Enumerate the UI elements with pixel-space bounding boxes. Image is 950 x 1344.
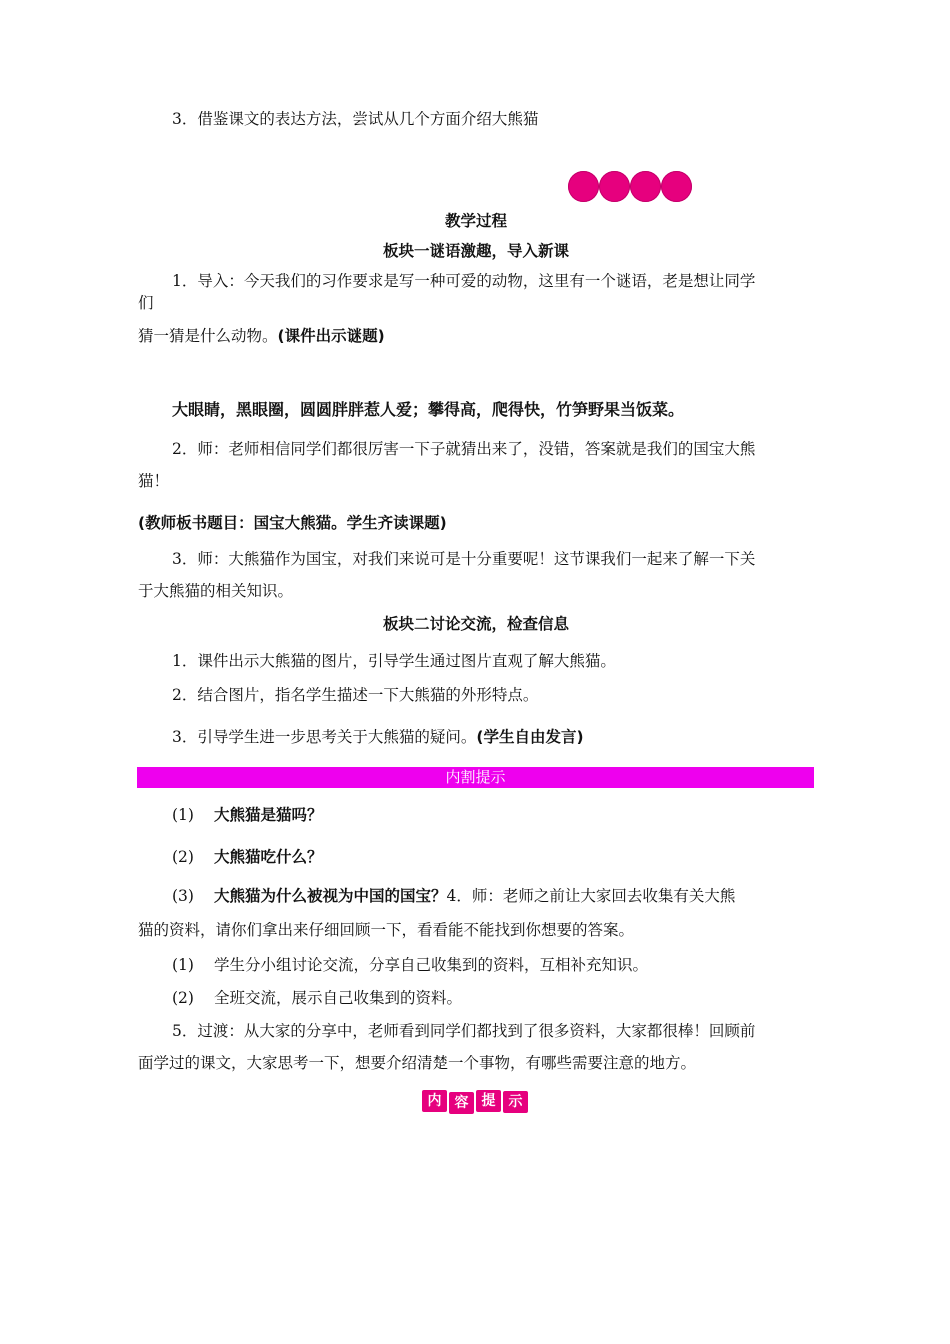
question-number: (1) — [172, 806, 194, 824]
badge-char: 示 — [503, 1091, 528, 1113]
block1-p1-line3-bold: (课件出示谜题) — [277, 327, 385, 345]
question-3-tail: 4．师：老师之前让大家回去收集有关大熊 — [446, 887, 736, 905]
block1-p2-line1: 2．师：老师相信同学们都很厉害一下子就猜出来了，没错，答案就是我们的国宝大熊 — [172, 440, 756, 458]
sub-item-1 — [172, 954, 814, 976]
question-3 — [172, 885, 814, 907]
question-text: 大熊猫吃什么？ — [214, 848, 323, 866]
block1-p1-line3 — [138, 325, 814, 347]
block1-p3-line1: 3．师：大熊猫作为国宝，对我们来说可是十分重要呢！这节课我们一起来了解一下关 — [172, 550, 756, 568]
block1-note: (教师板书题目：国宝大熊猫。学生齐读课题) — [138, 514, 447, 532]
block1-p2-line2: 猫！ — [138, 472, 170, 490]
goal-2: 3．借鉴课文的表达方法，尝试从几个方面介绍大熊猫 — [172, 110, 539, 128]
badge-char: 内 — [422, 1090, 447, 1112]
content-tip-badge — [422, 1090, 528, 1114]
block1-p1-line3-text: 猜一猜是什么动物。 — [138, 327, 278, 345]
question-text: 大熊猫是猫吗？ — [214, 806, 323, 824]
block2-step1: 1．课件出示大熊猫的图片，引导学生通过图片直观了解大熊猫。 — [172, 652, 616, 670]
question-1 — [172, 804, 814, 826]
question-text: 大熊猫为什么被视为中国的国宝？ — [214, 887, 447, 905]
block1-title: 板块一谜语激趣，导入新课 — [382, 242, 569, 260]
badge-char: 容 — [449, 1092, 474, 1114]
sub-item-text: 全班交流，展示自己收集到的资料。 — [214, 989, 463, 1007]
content-tip-bar: 内割提示 — [137, 767, 814, 788]
sub-item-number: (2) — [172, 989, 194, 1007]
p4-line2: 猫的资料，请你们拿出来仔细回顾一下，看看能不能找到你想要的答案。 — [138, 921, 635, 939]
block2-step3 — [172, 726, 814, 748]
p5-line1: 5．过渡：从大家的分享中，老师看到同学们都找到了很多资料，大家都很棒！回顾前 — [172, 1022, 756, 1040]
circle-dot-icon — [661, 171, 692, 202]
circle-dot-icon — [568, 171, 599, 202]
block2-step2: 2．结合图片，指名学生描述一下大熊猫的外形特点。 — [172, 686, 539, 704]
decorative-dots — [568, 171, 692, 203]
p5-line2: 面学过的课文，大家思考一下，想要介绍清楚一个事物，有哪些需要注意的地方。 — [138, 1054, 697, 1072]
sub-item-text: 学生分小组讨论交流，分享自己收集到的资料，互相补充知识。 — [214, 956, 649, 974]
circle-dot-icon — [599, 171, 630, 202]
riddle: 大眼睛，黑眼圈，圆圆胖胖惹人爱；攀得高，爬得快，竹笋野果当饭菜。 — [172, 400, 685, 419]
question-2 — [172, 846, 814, 868]
block1-p1-line2: 们 — [138, 294, 154, 312]
block1-p1-line1: 1．导入：今天我们的习作要求是写一种可爱的动物，这里有一个谜语，老是想让同学 — [172, 272, 756, 290]
circle-dot-icon — [630, 171, 661, 202]
block2-title: 板块二讨论交流，检查信息 — [382, 615, 569, 633]
block1-p3-line2: 于大熊猫的相关知识。 — [138, 582, 294, 600]
question-number: (3) — [172, 887, 194, 905]
block2-step3-bold: (学生自由发言) — [476, 728, 584, 746]
sub-item-number: (1) — [172, 956, 194, 974]
question-number: (2) — [172, 848, 194, 866]
sub-item-2 — [172, 987, 814, 1009]
block2-step3-text: 3．引导学生进一步思考关于大熊猫的疑问。 — [172, 728, 477, 746]
badge-char: 提 — [476, 1090, 501, 1112]
process-title: 教学过程 — [444, 212, 507, 230]
